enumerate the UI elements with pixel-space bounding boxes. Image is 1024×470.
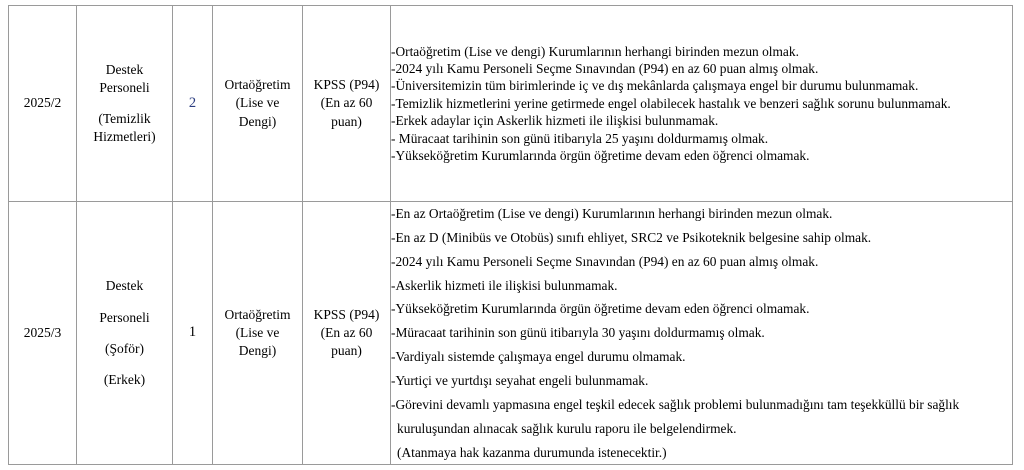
table-row	[9, 6, 1013, 202]
position-code-value: 2025/2	[23, 95, 62, 111]
quantity-value: 2	[188, 94, 197, 111]
condition-item: - Müracaat tarihinin son günü itibarıyla 25 yaşını doldurmamış olmak.	[391, 130, 769, 146]
condition-item: -Erkek adaylar için Askerlik hizmeti ile ilişkisi bulunmamak.	[391, 113, 719, 129]
condition-item: -Vardiyalı sistemde çalışmaya engel durumu olmamak.	[391, 349, 686, 365]
position-title-line-3: (Şoför)	[105, 340, 144, 356]
title-spacer	[77, 97, 172, 110]
condition-item: -Yükseköğretim Kurumlarında örgün öğretime devam eden öğrenci olmamak.	[391, 148, 810, 164]
title-spacer	[77, 327, 172, 340]
education-line-1: Ortaöğretim	[224, 306, 291, 322]
score-line-1: KPSS (P94)	[313, 306, 380, 322]
cell-conditions	[391, 202, 1013, 465]
cell-education-level	[213, 202, 303, 465]
cell-position-title	[77, 202, 173, 465]
condition-item: -Müracaat tarihinin son günü itibarıyla 30 yaşını doldurmamış olmak.	[391, 325, 765, 341]
condition-item: -2024 yılı Kamu Personeli Seçme Sınavından (P94) en az 60 puan almış olmak.	[391, 60, 819, 76]
positions-table	[8, 5, 1013, 465]
cell-quantity	[173, 6, 213, 202]
condition-item: -Ortaöğretim (Lise ve dengi) Kurumlarının herhangi birinden mezun olmak.	[391, 43, 799, 59]
education-line-3: Dengi)	[238, 113, 277, 129]
position-title-line-4: (Erkek)	[103, 371, 146, 387]
conditions-list	[391, 202, 1012, 464]
condition-item: -En az Ortaöğretim (Lise ve dengi) Kurumlarının herhangi birinden mezun olmak.	[391, 206, 833, 221]
condition-item: -Yükseköğretim Kurumlarında örgün öğretime devam eden öğrenci olmamak.	[391, 301, 810, 317]
position-title-line-2: Personeli	[99, 79, 150, 95]
education-line-2: (Lise ve	[235, 325, 280, 341]
cell-score-type	[303, 6, 391, 202]
condition-item: -Askerlik hizmeti ile ilişkisi bulunmamak.	[391, 277, 618, 293]
position-title-line-2: Personeli	[99, 309, 150, 325]
education-line-2: (Lise ve	[235, 95, 280, 111]
position-title-line-1: Destek	[105, 278, 144, 294]
position-title-line-1: Destek	[105, 61, 144, 77]
score-line-1: KPSS (P94)	[313, 77, 380, 93]
condition-item: -Yurtiçi ve yurtdışı seyahat engeli bulunmamak.	[391, 373, 649, 389]
position-title-line-4: Hizmetleri)	[93, 129, 156, 145]
condition-item: -2024 yılı Kamu Personeli Seçme Sınavından (P94) en az 60 puan almış olmak.	[391, 253, 819, 269]
cell-quantity	[173, 202, 213, 465]
title-spacer	[77, 296, 172, 309]
position-title-line-3: (Temizlik	[98, 111, 151, 126]
position-code-value: 2025/3	[23, 325, 62, 341]
condition-note: (Atanmaya hak kazanma durumunda istenecektir.)	[397, 444, 667, 460]
cell-conditions	[391, 6, 1013, 202]
cell-position-code	[9, 6, 77, 202]
condition-item: -Üniversitemizin tüm birimlerinde iç ve dış mekânlarda çalışmaya engel bir durumu bulunmamak.	[391, 78, 919, 94]
cell-education-level	[213, 6, 303, 202]
cell-score-type	[303, 202, 391, 465]
score-line-2: (En az 60	[320, 325, 373, 341]
title-spacer	[77, 358, 172, 371]
condition-item: -Görevini devamlı yapmasına engel teşkil edecek sağlık problemi bulunmadığını tam teşekküllü bir sağlık kuruluşundan alınacak sağlık kurulu raporu ile belgelendirmek.	[391, 396, 960, 436]
conditions-list	[391, 43, 1012, 165]
condition-item: -En az D (Minibüs ve Otobüs) sınıfı ehliyet, SRC2 ve Psikoteknik belgesine sahip olmak.	[391, 229, 872, 245]
condition-item: -Temizlik hizmetlerini yerine getirmede engel olabilecek hastalık ve benzeri sağlık sorunu bulunmamak.	[391, 95, 951, 111]
score-line-2: (En az 60	[320, 95, 373, 111]
score-line-3: puan)	[331, 343, 362, 359]
education-line-1: Ortaöğretim	[224, 77, 291, 93]
cell-position-title	[77, 6, 173, 202]
score-line-3: puan)	[331, 113, 362, 129]
quantity-value: 1	[188, 324, 197, 341]
education-line-3: Dengi)	[238, 343, 277, 359]
cell-position-code	[9, 202, 77, 465]
table-row	[9, 202, 1013, 465]
